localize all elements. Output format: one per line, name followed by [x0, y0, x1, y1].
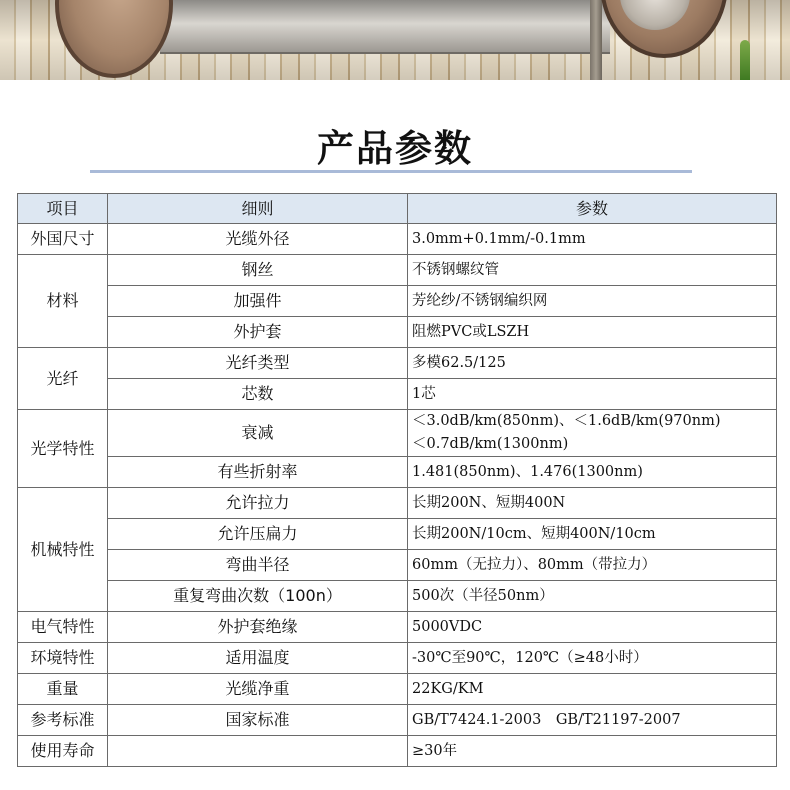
- table-row: [18, 379, 777, 410]
- header-param: 参数: [408, 194, 777, 224]
- header-detail: 细则: [108, 194, 408, 224]
- row-item: 光纤: [18, 348, 108, 410]
- row-detail: [108, 736, 408, 767]
- table-row: [18, 317, 777, 348]
- row-param: 长期200N、短期400N: [408, 488, 777, 519]
- row-detail: 重复弯曲次数（100n）: [108, 581, 408, 612]
- row-detail: 允许压扁力: [108, 519, 408, 550]
- row-item: 使用寿命: [18, 736, 108, 767]
- row-detail: 衰减: [108, 410, 408, 457]
- row-item: 重量: [18, 674, 108, 705]
- row-param: GB/T7424.1-2003 GB/T21197-2007: [408, 705, 777, 736]
- row-param: 60mm（无拉力）、80mm（带拉力）: [408, 550, 777, 581]
- cable-reel-shaft: [160, 0, 610, 54]
- row-detail: 外护套绝缘: [108, 612, 408, 643]
- table-row: [18, 255, 777, 286]
- row-detail: 国家标准: [108, 705, 408, 736]
- table-row: [18, 457, 777, 488]
- table-row: [18, 612, 777, 643]
- row-item: 环境特性: [18, 643, 108, 674]
- row-detail: 允许拉力: [108, 488, 408, 519]
- row-param: 5000VDC: [408, 612, 777, 643]
- row-param: 1.481(850nm)、1.476(1300nm): [408, 457, 777, 488]
- row-param: 500次（半径50nm）: [408, 581, 777, 612]
- row-detail: 外护套: [108, 317, 408, 348]
- row-item: 机械特性: [18, 488, 108, 612]
- row-param: 不锈钢螺纹管: [408, 255, 777, 286]
- row-detail: 光缆净重: [108, 674, 408, 705]
- product-photo: [0, 0, 790, 80]
- page-title: 产品参数: [317, 127, 473, 170]
- row-item: 外国尺寸: [18, 224, 108, 255]
- table-row: [18, 348, 777, 379]
- row-detail: 钢丝: [108, 255, 408, 286]
- table-row: [18, 519, 777, 550]
- table-row: [18, 224, 777, 255]
- row-detail: 加强件: [108, 286, 408, 317]
- table-header-row: [18, 194, 777, 224]
- row-param: 长期200N/10cm、短期400N/10cm: [408, 519, 777, 550]
- row-detail: 适用温度: [108, 643, 408, 674]
- row-param: 阻燃PVC或LSZH: [408, 317, 777, 348]
- spec-table: [17, 193, 777, 767]
- row-item: 光学特性: [18, 410, 108, 488]
- row-param: ≥30年: [408, 736, 777, 767]
- row-param: 多模62.5/125: [408, 348, 777, 379]
- attenuation-line-2: ＜0.7dB/km(1300nm): [412, 436, 569, 452]
- table-row: [18, 286, 777, 317]
- plant-leaf: [740, 40, 750, 80]
- header-item: 项目: [18, 194, 108, 224]
- title-underline: [90, 170, 692, 173]
- table-row: [18, 736, 777, 767]
- table-row: [18, 581, 777, 612]
- row-detail: 弯曲半径: [108, 550, 408, 581]
- table-row: [18, 674, 777, 705]
- row-param: 3.0mm+0.1mm/-0.1mm: [408, 224, 777, 255]
- row-param: 芳纶纱/不锈钢编织网: [408, 286, 777, 317]
- row-item: 电气特性: [18, 612, 108, 643]
- row-detail: 光纤类型: [108, 348, 408, 379]
- table-row: [18, 410, 777, 457]
- row-param: 1芯: [408, 379, 777, 410]
- table-row: [18, 705, 777, 736]
- row-param: [408, 410, 777, 457]
- attenuation-line-1: ＜3.0dB/km(850nm)、＜1.6dB/km(970nm): [412, 413, 721, 429]
- table-row: [18, 643, 777, 674]
- table-row: [18, 488, 777, 519]
- stand-post: [590, 0, 602, 80]
- row-detail: 有些折射率: [108, 457, 408, 488]
- row-item: 参考标准: [18, 705, 108, 736]
- row-item: 材料: [18, 255, 108, 348]
- row-detail: 光缆外径: [108, 224, 408, 255]
- row-param: 22KG/KM: [408, 674, 777, 705]
- table-row: [18, 550, 777, 581]
- row-detail: 芯数: [108, 379, 408, 410]
- row-param: -30℃至90℃，120℃（≥48小时）: [408, 643, 777, 674]
